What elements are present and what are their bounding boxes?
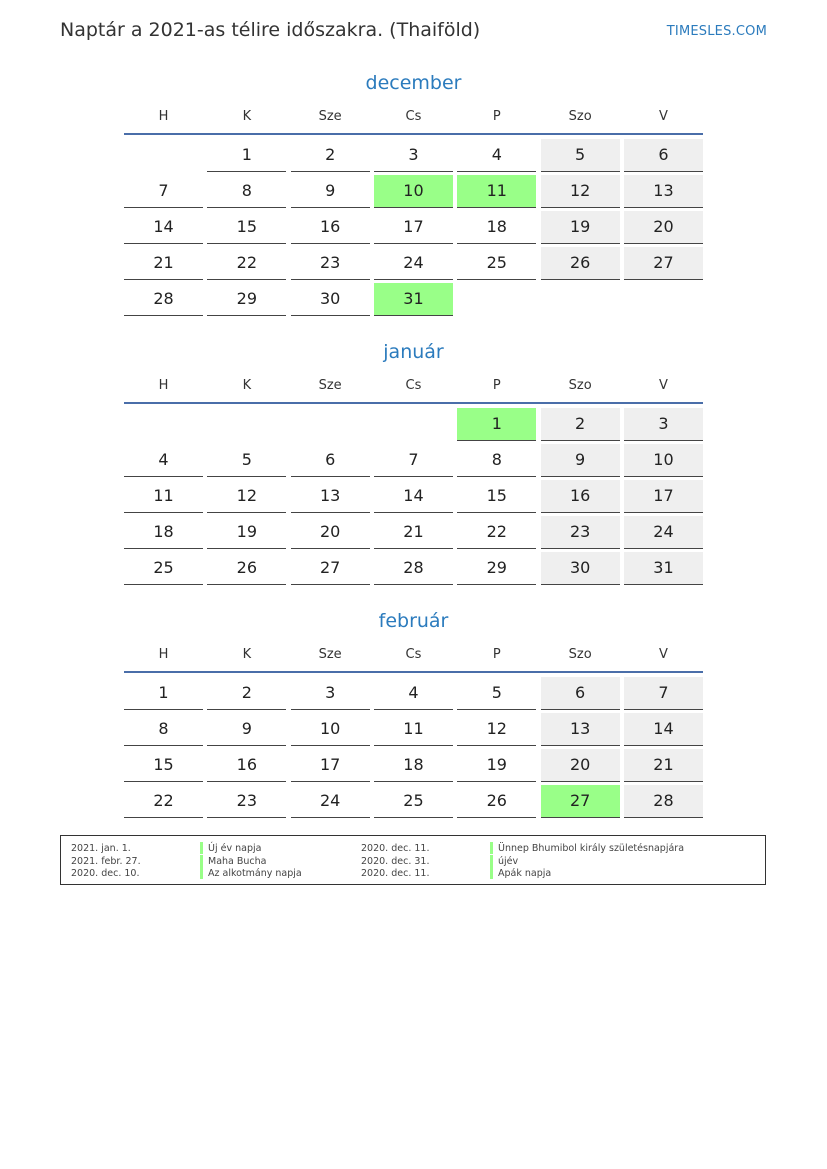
weekend-day-cell: 13	[541, 713, 620, 746]
weekend-day-cell: 20	[624, 211, 703, 244]
weekend-day-cell: 19	[541, 211, 620, 244]
weekend-day-cell: 7	[624, 677, 703, 710]
weekend-day-cell: 13	[624, 175, 703, 208]
day-cell: 4	[124, 444, 203, 477]
holiday-day-cell: 1	[457, 408, 536, 441]
week-row	[124, 785, 703, 821]
weekend-day-cell: 5	[541, 139, 620, 172]
day-cell: 4	[457, 139, 536, 172]
legend-date: 2020. dec. 10.	[71, 868, 140, 879]
day-cell: 13	[291, 480, 370, 513]
day-cell: 17	[291, 749, 370, 782]
day-cell: 22	[457, 516, 536, 549]
day-cell: 2	[291, 139, 370, 172]
day-cell: 3	[291, 677, 370, 710]
weekday-label: H	[158, 377, 169, 393]
week-row	[124, 677, 703, 713]
weekday-label: V	[659, 108, 668, 124]
weekday-label: Sze	[318, 377, 342, 393]
week-row	[124, 139, 703, 175]
day-cell: 18	[374, 749, 453, 782]
weekend-day-cell: 21	[624, 749, 703, 782]
weekend-day-cell: 6	[541, 677, 620, 710]
empty-day-cell	[207, 408, 286, 440]
day-cell: 25	[457, 247, 536, 280]
weekday-label: Szo	[568, 377, 592, 393]
weekday-label: Sze	[318, 646, 342, 662]
week-row	[124, 444, 703, 480]
day-cell: 8	[207, 175, 286, 208]
day-cell: 25	[124, 552, 203, 585]
day-cell: 2	[207, 677, 286, 710]
weekend-day-cell: 28	[624, 785, 703, 818]
weekend-day-cell: 9	[541, 444, 620, 477]
week-row	[124, 283, 703, 319]
weekend-day-cell: 27	[624, 247, 703, 280]
weekday-label: K	[242, 377, 252, 393]
weekday-label: V	[659, 377, 668, 393]
day-cell: 17	[374, 211, 453, 244]
day-cell: 23	[291, 247, 370, 280]
weekday-label: Cs	[405, 377, 422, 393]
holiday-day-cell: 10	[374, 175, 453, 208]
week-row	[124, 408, 703, 444]
month-title: február	[378, 610, 449, 632]
weekday-label: P	[492, 377, 501, 393]
weekday-label: K	[242, 108, 252, 124]
week-row	[124, 247, 703, 283]
legend-holiday-name: Ünnep Bhumibol király születésnapjára	[498, 843, 685, 854]
day-cell: 7	[124, 175, 203, 208]
legend-item	[61, 867, 765, 880]
week-row	[124, 749, 703, 785]
weekday-label: P	[492, 646, 501, 662]
weekend-day-cell: 3	[624, 408, 703, 441]
weekend-day-cell: 10	[624, 444, 703, 477]
weekday-label: Cs	[405, 108, 422, 124]
day-cell: 27	[291, 552, 370, 585]
holiday-color-marker	[490, 842, 493, 854]
day-cell: 6	[291, 444, 370, 477]
day-cell: 28	[374, 552, 453, 585]
weekend-day-cell: 2	[541, 408, 620, 441]
month-december	[124, 69, 703, 319]
legend-item	[61, 842, 765, 855]
weekend-day-cell: 23	[541, 516, 620, 549]
weekday-label: Szo	[568, 646, 592, 662]
day-cell: 16	[291, 211, 370, 244]
week-row	[124, 516, 703, 552]
legend-holiday-name: Az alkotmány napja	[208, 868, 302, 879]
legend-date: 2020. dec. 11.	[361, 868, 430, 879]
weekend-day-cell: 31	[624, 552, 703, 585]
weekday-header	[124, 637, 703, 671]
day-cell: 29	[207, 283, 286, 316]
month-február	[124, 607, 703, 821]
day-cell: 24	[374, 247, 453, 280]
week-row	[124, 713, 703, 749]
header-separator	[124, 671, 703, 673]
empty-day-cell	[374, 408, 453, 440]
day-cell: 12	[207, 480, 286, 513]
holiday-day-cell: 11	[457, 175, 536, 208]
day-cell: 19	[207, 516, 286, 549]
day-cell: 9	[291, 175, 370, 208]
weekday-label: K	[242, 646, 252, 662]
day-cell: 4	[374, 677, 453, 710]
weekend-day-cell: 14	[624, 713, 703, 746]
weekday-header	[124, 99, 703, 133]
holiday-color-marker	[490, 855, 493, 867]
weekend-day-cell: 24	[624, 516, 703, 549]
day-cell: 26	[207, 552, 286, 585]
day-cell: 15	[207, 211, 286, 244]
weekend-day-cell: 26	[541, 247, 620, 280]
legend-date: 2020. dec. 11.	[361, 843, 430, 854]
weekend-day-cell: 20	[541, 749, 620, 782]
empty-day-cell	[541, 283, 620, 315]
weekend-day-cell: 16	[541, 480, 620, 513]
weekday-label: Szo	[568, 108, 592, 124]
weekday-label: H	[158, 646, 169, 662]
day-cell: 11	[374, 713, 453, 746]
day-cell: 29	[457, 552, 536, 585]
day-cell: 3	[374, 139, 453, 172]
day-cell: 15	[124, 749, 203, 782]
day-cell: 23	[207, 785, 286, 818]
legend-date: 2021. febr. 27.	[71, 855, 141, 867]
day-cell: 18	[124, 516, 203, 549]
day-cell: 5	[457, 677, 536, 710]
day-cell: 10	[291, 713, 370, 746]
brand-link[interactable]: TIMESLES.COM	[666, 24, 767, 39]
month-title: december	[365, 72, 462, 94]
day-cell: 30	[291, 283, 370, 316]
day-cell: 7	[374, 444, 453, 477]
page-title: Naptár a 2021-as télire időszakra. (Thaiföld)	[60, 19, 481, 41]
day-cell: 12	[457, 713, 536, 746]
legend-holiday-name: Új év napja	[208, 843, 262, 854]
weekend-day-cell: 12	[541, 175, 620, 208]
day-cell: 16	[207, 749, 286, 782]
day-cell: 9	[207, 713, 286, 746]
weekday-label: H	[158, 108, 169, 124]
day-cell: 8	[457, 444, 536, 477]
day-cell: 1	[124, 677, 203, 710]
holiday-day-cell: 31	[374, 283, 453, 316]
day-cell: 25	[374, 785, 453, 818]
holiday-color-marker	[490, 867, 493, 879]
week-row	[124, 211, 703, 247]
weekend-day-cell: 6	[624, 139, 703, 172]
day-cell: 22	[124, 785, 203, 818]
legend-holiday-name: Apák napja	[498, 868, 552, 879]
legend-date: 2020. dec. 31.	[361, 855, 430, 867]
day-cell: 21	[124, 247, 203, 280]
weekend-day-cell: 17	[624, 480, 703, 513]
day-cell: 1	[207, 139, 286, 172]
weekday-label: P	[492, 108, 501, 124]
empty-day-cell	[457, 283, 536, 315]
empty-day-cell	[624, 283, 703, 315]
holiday-legend	[60, 835, 766, 885]
day-cell: 5	[207, 444, 286, 477]
day-cell: 26	[457, 785, 536, 818]
day-cell: 20	[291, 516, 370, 549]
week-row	[124, 175, 703, 211]
day-cell: 8	[124, 713, 203, 746]
day-cell: 15	[457, 480, 536, 513]
week-row	[124, 480, 703, 516]
legend-item	[61, 855, 765, 868]
day-cell: 11	[124, 480, 203, 513]
day-cell: 14	[124, 211, 203, 244]
header-separator	[124, 402, 703, 404]
empty-day-cell	[291, 408, 370, 440]
weekday-label: Sze	[318, 108, 342, 124]
legend-date: 2021. jan. 1.	[71, 843, 131, 854]
day-cell: 19	[457, 749, 536, 782]
empty-day-cell	[124, 408, 203, 440]
weekday-label: V	[659, 646, 668, 662]
day-cell: 21	[374, 516, 453, 549]
weekday-label: Cs	[405, 646, 422, 662]
legend-holiday-name: Maha Bucha	[208, 855, 267, 867]
month-január	[124, 338, 703, 588]
legend-holiday-name: újév	[498, 855, 519, 867]
holiday-day-cell: 27	[541, 785, 620, 818]
empty-day-cell	[124, 139, 203, 171]
month-title: január	[383, 341, 444, 363]
weekend-day-cell: 30	[541, 552, 620, 585]
weekday-header	[124, 368, 703, 402]
day-cell: 22	[207, 247, 286, 280]
day-cell: 18	[457, 211, 536, 244]
week-row	[124, 552, 703, 588]
day-cell: 14	[374, 480, 453, 513]
header-separator	[124, 133, 703, 135]
day-cell: 24	[291, 785, 370, 818]
day-cell: 28	[124, 283, 203, 316]
